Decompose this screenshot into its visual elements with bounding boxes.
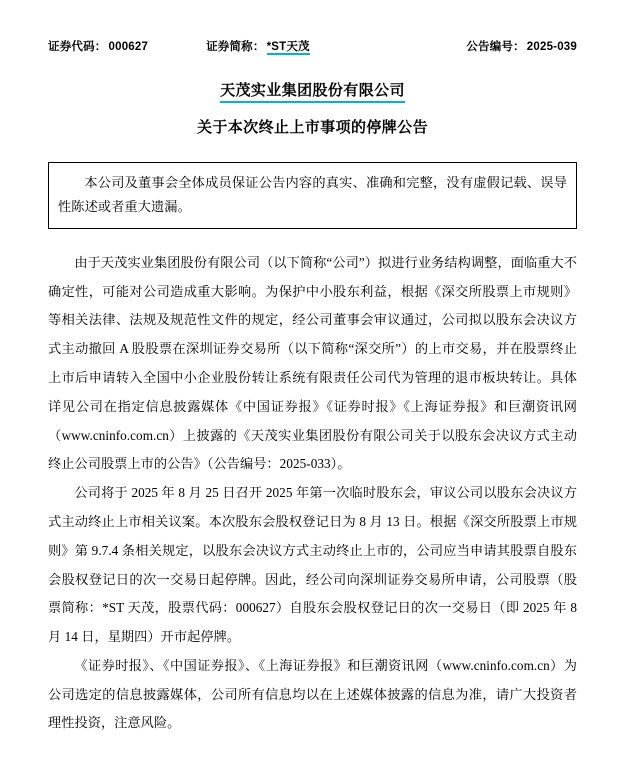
notice-number-field bbox=[466, 38, 577, 54]
body-paragraph-1: 由于天茂实业集团股份有限公司（以下简称“公司”）拟进行业务结构调整，面临重大不确定性，可能对公司造成重大影响。为保护中小股东利益，根据《深交所股票上市规则》等相关法律、法规及规范性文件的规定，经公司董事会审议通过，公司拟以股东会决议方式主动撤回 A 股股票在深圳证券交易所（以下简称“深交所”）的上市交易，并在股票终止上市后申请转入全国中小企业股份转让系统有限责任公司代为管理的退市板块转让。具体详见公司在指定信息披露媒体《中国证券报》《证券时报》《上海证券报》和巨潮资讯网（www.cninfo.com.cn）上披露的《天茂实业集团股份有限公司关于以股东会决议方式主动终止公司股票上市的公告》（公告编号：2025-033）。 bbox=[48, 254, 577, 472]
company-name-title: 天茂实业集团股份有限公司 bbox=[220, 82, 405, 103]
security-code-label: 证券代码： bbox=[48, 41, 107, 53]
body-paragraph-3: 《证券时报》、《中国证券报》、《上海证券报》和巨潮资讯网（www.cninfo.com.cn）为公司选定的信息披露媒体，公司所有信息均以在上述媒体披露的信息为准，请广大投资者理性投资，注意风险。 bbox=[48, 657, 577, 731]
body-paragraph-2: 公司将于 2025 年 8 月 25 日召开 2025 年第一次临时股东会，审议公司以股东会决议方式主动终止上市相关议案。本次股东会股权登记日为 8 月 13 日。根据《深交所股票上市规则》第 9.7.4 条相关规定，以股东会决议方式主动终止上市的，公司应当申请其股票自股东会股权登记日的次一交易日起停牌。因此，经公司向深圳证券交易所申请，公司股票（股票简称：*ST 天茂，股票代码：000627）自股东会股权登记日的次一交易日（即 2025 年 8 月 14 日，星期四）开市起停牌。 bbox=[48, 485, 577, 645]
document-header bbox=[48, 0, 577, 55]
security-abbreviation-value: *ST天茂 bbox=[267, 41, 310, 55]
notice-number-value: 2025-039 bbox=[526, 41, 577, 53]
company-name-title-wrap bbox=[48, 82, 577, 103]
security-code-value: 000627 bbox=[108, 41, 149, 53]
security-code-field bbox=[48, 38, 148, 54]
document-subject-title: 关于本次终止上市事项的停牌公告 bbox=[196, 119, 428, 137]
disclaimer-box bbox=[48, 162, 577, 229]
announcement-body bbox=[48, 249, 577, 738]
disclaimer-text: 本公司及董事会全体成员保证公告内容的真实、准确和完整，没有虚假记载、误导性陈述或者重大遗漏。 bbox=[58, 175, 567, 215]
security-abbreviation-field bbox=[206, 38, 310, 55]
notice-number-label: 公告编号： bbox=[466, 41, 525, 53]
security-abbreviation-label: 证券简称： bbox=[206, 41, 265, 53]
